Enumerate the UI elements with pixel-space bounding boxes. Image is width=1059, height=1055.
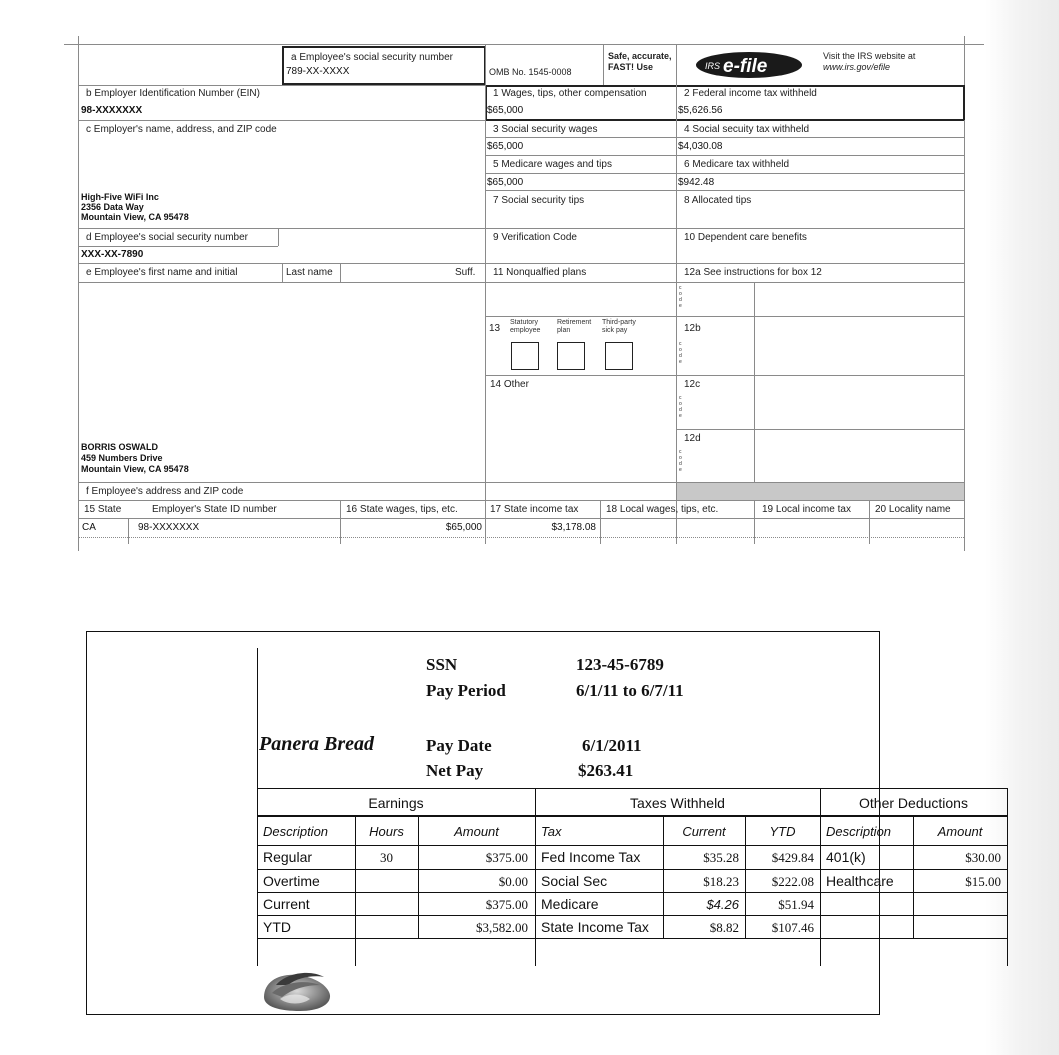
panera-logo-icon xyxy=(258,963,340,1013)
employee-city: Mountain View, CA 95478 xyxy=(81,464,189,474)
grid-line xyxy=(340,263,341,282)
box-12c-label: 12c xyxy=(684,379,701,390)
state-value: CA xyxy=(82,522,96,533)
pay-date-label: Pay Date xyxy=(426,736,492,755)
box-5-value: $65,000 xyxy=(487,177,524,188)
grid-line xyxy=(485,375,964,376)
table-line xyxy=(257,892,1008,893)
box-4-value: $4,030.08 xyxy=(678,141,723,152)
ssn-value: 123-45-6789 xyxy=(576,655,664,674)
box-a-border xyxy=(282,46,485,48)
grid-line xyxy=(754,282,755,482)
grid-line xyxy=(869,500,870,544)
thirdparty-label: Third-party sick pay xyxy=(602,319,636,334)
shaded-cell xyxy=(677,483,964,500)
box-6-value: $942.48 xyxy=(678,177,715,188)
table-line xyxy=(257,915,1008,916)
tax-ytd: $222.08 xyxy=(771,874,814,889)
box-18-label: 18 Local wages, tips, etc. xyxy=(606,504,719,515)
table-line xyxy=(820,788,821,966)
grid-line xyxy=(676,44,677,544)
net-pay-label: Net Pay xyxy=(426,761,484,780)
col-tax: Tax xyxy=(541,824,562,839)
net-pay-value: $263.41 xyxy=(578,761,634,780)
irs-url: www.irs.gov/efile xyxy=(823,62,891,72)
grid-line xyxy=(485,137,964,138)
box-d-label: d Employee's social security number xyxy=(86,232,248,243)
omb-number: OMB No. 1545-0008 xyxy=(489,67,572,77)
col-ded-amount: Amount xyxy=(937,824,983,839)
earn-amount: $3,582.00 xyxy=(476,920,528,935)
grid-line xyxy=(485,44,486,544)
earnings-header: Earnings xyxy=(368,795,424,811)
box-b-value: 98-XXXXXXX xyxy=(81,105,143,116)
grid-line xyxy=(78,537,964,538)
pay-period-label: Pay Period xyxy=(426,681,506,700)
table-line xyxy=(1007,788,1008,966)
col-ded-description: Description xyxy=(826,824,892,839)
pay-date-value: 6/1/2011 xyxy=(582,736,642,755)
box-a-label: a Employee's social security number xyxy=(291,52,453,63)
earn-desc: Current xyxy=(263,896,310,912)
box-1-2-border xyxy=(485,85,964,87)
box-e-last-label: Last name xyxy=(286,267,333,278)
grid-line xyxy=(78,518,964,519)
tax-name: Social Sec xyxy=(541,873,608,889)
grid-line xyxy=(603,44,604,85)
box-c-label: c Employer's name, address, and ZIP code xyxy=(86,124,277,135)
state-tax-value: $3,178.08 xyxy=(551,522,596,533)
box-2-label: 2 Federal income tax withheld xyxy=(684,88,817,99)
deduction-amount: $15.00 xyxy=(965,874,1001,889)
grid-line xyxy=(78,282,964,283)
grid-line xyxy=(485,190,964,191)
tax-name: Medicare xyxy=(541,896,599,912)
table-line xyxy=(257,845,1008,846)
grid-line xyxy=(78,500,964,501)
deduction-amount: $30.00 xyxy=(965,850,1001,865)
grid-line xyxy=(485,173,964,174)
box-12c-code: c o d e xyxy=(679,395,682,419)
table-line xyxy=(535,788,536,966)
earn-hours: 30 xyxy=(380,850,393,865)
grid-line xyxy=(754,500,755,544)
retirement-label: Retirement plan xyxy=(557,319,592,334)
box-20-label: 20 Locality name xyxy=(875,504,951,515)
box-e-label: e Employee's first name and initial xyxy=(86,267,238,278)
tax-ytd: $51.94 xyxy=(778,897,814,912)
employee-name: BORRIS OSWALD xyxy=(81,442,159,452)
box-9-label: 9 Verification Code xyxy=(493,232,577,243)
table-line xyxy=(257,938,1008,939)
box-19-label: 19 Local income tax xyxy=(762,504,851,515)
tax-current: $8.82 xyxy=(709,920,739,935)
box-e-suffix-label: Suff. xyxy=(455,267,476,278)
col-current: Current xyxy=(682,824,726,839)
grid-line xyxy=(600,500,601,544)
state-id-value: 98-XXXXXXX xyxy=(138,522,200,533)
grid-line xyxy=(677,429,964,430)
box-12b-label: 12b xyxy=(684,323,701,334)
tax-ytd: $107.46 xyxy=(771,920,814,935)
state-wages-value: $65,000 xyxy=(445,522,482,533)
box-12a-label: 12a See instructions for box 12 xyxy=(684,267,822,278)
employer-street: 2356 Data Way xyxy=(81,202,144,212)
deduction-desc: 401(k) xyxy=(826,849,866,865)
box-1-value: $65,000 xyxy=(487,105,524,116)
earn-desc: YTD xyxy=(263,919,291,935)
paystub-divider xyxy=(257,648,258,788)
box-14-label: 14 Other xyxy=(490,379,529,390)
fast-text: FAST! Use xyxy=(608,62,654,72)
box-a-value: 789-XX-XXXX xyxy=(286,66,350,77)
box-5-label: 5 Medicare wages and tips xyxy=(493,159,612,170)
box-10-label: 10 Dependent care benefits xyxy=(684,232,807,243)
box-6-label: 6 Medicare tax withheld xyxy=(684,159,790,170)
box-b-label: b Employer Identification Number (EIN) xyxy=(86,88,260,99)
box-a-border xyxy=(282,46,284,84)
employer-city: Mountain View, CA 95478 xyxy=(81,212,189,222)
grid-line xyxy=(340,500,341,544)
box-3-value: $65,000 xyxy=(487,141,524,152)
col-description: Description xyxy=(263,824,329,839)
deductions-header: Other Deductions xyxy=(859,795,968,811)
svg-text:IRS: IRS xyxy=(705,61,721,71)
pay-period-value: 6/1/11 to 6/7/11 xyxy=(576,681,684,700)
box-15-id-label: Employer's State ID number xyxy=(152,504,277,515)
col-amount: Amount xyxy=(454,824,499,839)
table-line xyxy=(257,788,1008,789)
deduction-desc: Healthcare xyxy=(826,873,894,889)
tax-ytd: $429.84 xyxy=(771,850,814,865)
box-16-label: 16 State wages, tips, etc. xyxy=(346,504,458,515)
box-17-label: 17 State income tax xyxy=(490,504,579,515)
safe-text: Safe, accurate, xyxy=(608,51,672,61)
col-hours: Hours xyxy=(369,824,404,839)
earn-desc: Overtime xyxy=(263,873,320,889)
grid-line xyxy=(78,228,964,229)
box-8-label: 8 Allocated tips xyxy=(684,195,752,206)
grid-line xyxy=(78,263,964,264)
box-12a-code: c o d e xyxy=(679,285,682,309)
grid-line xyxy=(485,316,964,317)
box-12d-code: c o d e xyxy=(679,449,682,473)
employee-street: 459 Numbers Drive xyxy=(81,453,163,463)
box-4-label: 4 Social secuity tax withheld xyxy=(684,124,810,135)
table-line xyxy=(257,788,258,966)
tax-current: $4.26 xyxy=(706,897,739,912)
earn-amount: $375.00 xyxy=(485,850,528,865)
box-1-label: 1 Wages, tips, other compensation xyxy=(493,88,647,99)
tax-name: Fed Income Tax xyxy=(541,849,641,865)
employer-name: Panera Bread xyxy=(259,733,374,755)
box-12b-code: c o d e xyxy=(679,341,682,365)
employer-name: High-Five WiFi Inc xyxy=(81,192,159,202)
table-line xyxy=(257,869,1008,870)
svg-text:e-file: e-file xyxy=(723,56,768,77)
grid-line xyxy=(128,518,129,544)
taxes-header: Taxes Withheld xyxy=(630,795,725,811)
grid-line xyxy=(78,36,79,551)
tax-current: $18.23 xyxy=(703,874,739,889)
ssn-label: SSN xyxy=(426,655,458,674)
tax-name: State Income Tax xyxy=(541,919,649,935)
box-1-2-border xyxy=(485,119,964,121)
irs-efile-logo xyxy=(695,51,803,79)
box-d-value: XXX-XX-7890 xyxy=(81,249,144,260)
grid-line xyxy=(485,155,964,156)
grid-line xyxy=(64,44,984,45)
retirement-checkbox[interactable] xyxy=(557,342,585,370)
box-7-label: 7 Social security tips xyxy=(493,195,585,206)
tax-current: $35.28 xyxy=(703,850,739,865)
grid-line xyxy=(282,263,283,282)
box-2-value: $5,626.56 xyxy=(678,105,723,116)
box-f-label: f Employee's address and ZIP code xyxy=(86,486,244,497)
grid-line xyxy=(278,228,279,246)
earn-desc: Regular xyxy=(263,849,313,865)
earn-amount: $375.00 xyxy=(485,897,528,912)
box-13-label: 13 xyxy=(489,323,501,334)
thirdparty-checkbox[interactable] xyxy=(605,342,633,370)
earn-amount: $0.00 xyxy=(498,874,528,889)
table-line xyxy=(257,815,1008,817)
box-12d-label: 12d xyxy=(684,433,701,444)
grid-line xyxy=(78,246,278,247)
statutory-label: Statutory employee xyxy=(510,319,541,334)
box-15-label: 15 State xyxy=(84,504,122,515)
col-ytd: YTD xyxy=(769,824,796,839)
statutory-checkbox[interactable] xyxy=(511,342,539,370)
box-1-2-border xyxy=(963,85,965,120)
box-3-label: 3 Social security wages xyxy=(493,124,598,135)
visit-irs-text: Visit the IRS website at xyxy=(823,51,916,61)
box-11-label: 11 Nonqualfied plans xyxy=(493,267,587,278)
